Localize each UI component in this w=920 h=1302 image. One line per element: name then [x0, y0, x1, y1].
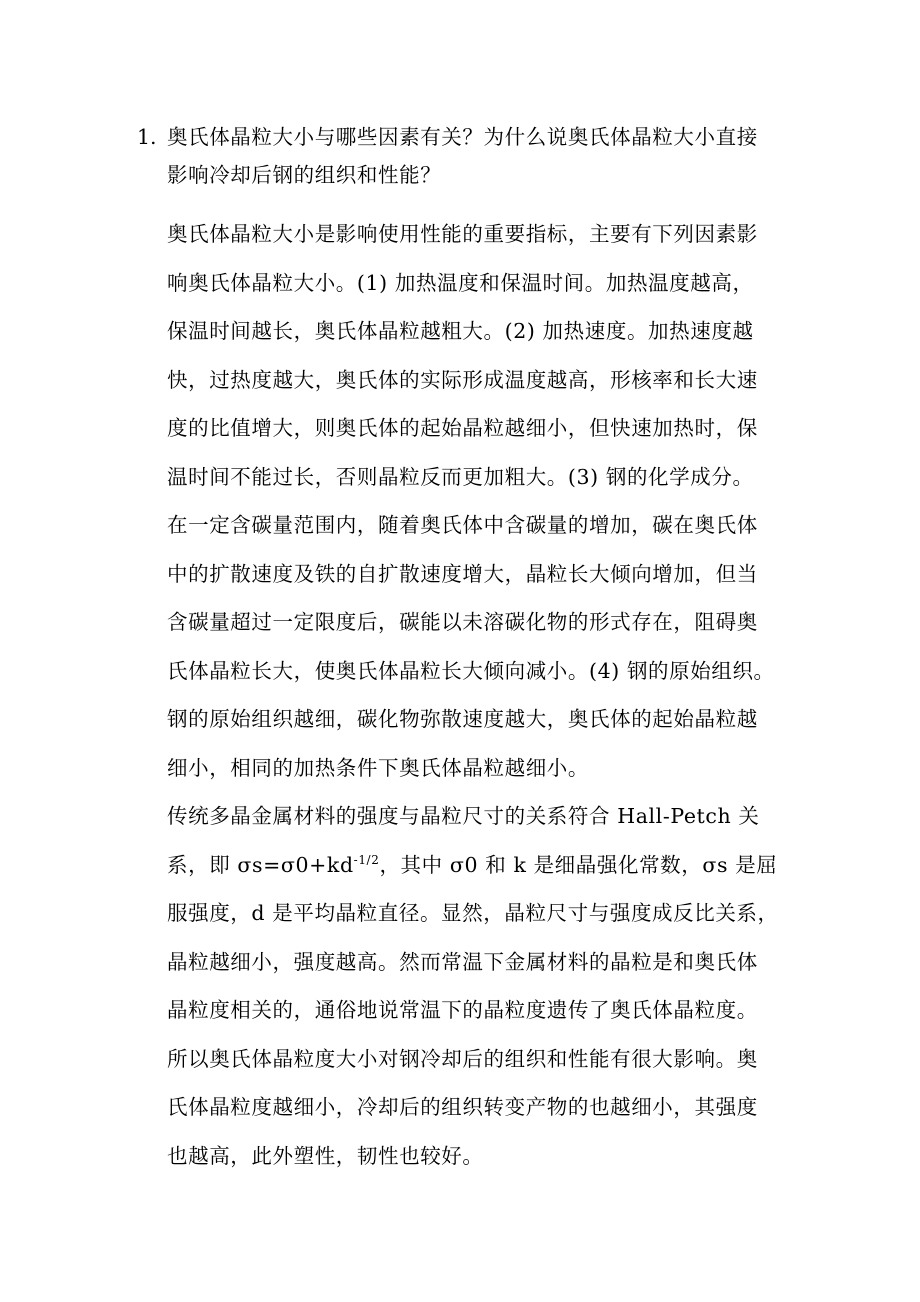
- answer-paragraph-2: [167, 792, 787, 1180]
- paragraph-line: 奥氏体晶粒大小是影响使用性能的重要指标，主要有下列因素影: [167, 222, 758, 246]
- paragraph-line: 在一定含碳量范围内，随着奥氏体中含碳量的增加，碳在奥氏体: [167, 513, 758, 537]
- paragraph-line: 响奥氏体晶粒大小。(1) 加热温度和保温时间。加热温度越高，: [167, 270, 754, 295]
- paragraph-line: 细小，相同的加热条件下奥氏体晶粒越细小。: [167, 755, 589, 780]
- paragraph-line: 晶粒度相关的，通俗地说常温下的晶粒度遗传了奥氏体晶粒度。: [167, 998, 758, 1022]
- formula-line: [167, 841, 787, 890]
- question-number: 1.: [137, 125, 157, 149]
- formula-text-after: ，其中 σ0 和 k 是细晶强化常数，σs 是屈: [379, 852, 778, 877]
- answer-paragraph-1: [167, 210, 787, 792]
- paragraph-line: 中的扩散速度及铁的自扩散速度增大，晶粒长大倾向增加，但当: [167, 561, 758, 586]
- answer-body: [167, 210, 787, 1180]
- formula-text-before: 系，即 σs=σ0+kd: [167, 852, 354, 877]
- paragraph-line: 所以奥氏体晶粒度大小对钢冷却后的组织和性能有很大影响。奥: [167, 1046, 758, 1071]
- question-block: [137, 118, 787, 194]
- paragraph-line: 温时间不能过长，否则晶粒反而更加粗大。(3) 钢的化学成分。: [167, 464, 754, 489]
- question-line: 影响冷却后钢的组织和性能？: [167, 163, 442, 187]
- paragraph-line: 氏体晶粒长大，使奥氏体晶粒长大倾向减小。(4) 钢的原始组织。: [167, 658, 775, 683]
- paragraph-line: 氏体晶粒度越细小，冷却后的组织转变产物的也越细小，其强度: [167, 1095, 758, 1119]
- question-text: [167, 118, 787, 194]
- question-line: 奥氏体晶粒大小与哪些因素有关？为什么说奥氏体晶粒大小直接: [167, 125, 758, 149]
- paragraph-line: 含碳量超过一定限度后，碳能以未溶碳化物的形式存在，阻碍奥: [167, 610, 758, 634]
- paragraph-line: 度的比值增大，则奥氏体的起始晶粒越细小，但快速加热时，保: [167, 416, 758, 440]
- formula-exponent: -1/2: [353, 852, 380, 867]
- paragraph-line: 晶粒越细小，强度越高。然而常温下金属材料的晶粒是和奥氏体: [167, 949, 758, 974]
- paragraph-line: 也越高，此外塑性，韧性也较好。: [167, 1143, 484, 1168]
- paragraph-line: 传统多晶金属材料的强度与晶粒尺寸的关系符合 Hall-Petch 关: [167, 804, 760, 828]
- paragraph-line: 钢的原始组织越细，碳化物弥散速度越大，奥氏体的起始晶粒越: [167, 707, 758, 731]
- paragraph-line: 保温时间越长，奥氏体晶粒越粗大。(2) 加热速度。加热速度越: [167, 319, 754, 343]
- paragraph-line: 快，过热度越大，奥氏体的实际形成温度越高，形核率和长大速: [167, 367, 758, 392]
- paragraph-line: 服强度，d 是平均晶粒直径。显然，晶粒尺寸与强度成反比关系，: [167, 901, 779, 925]
